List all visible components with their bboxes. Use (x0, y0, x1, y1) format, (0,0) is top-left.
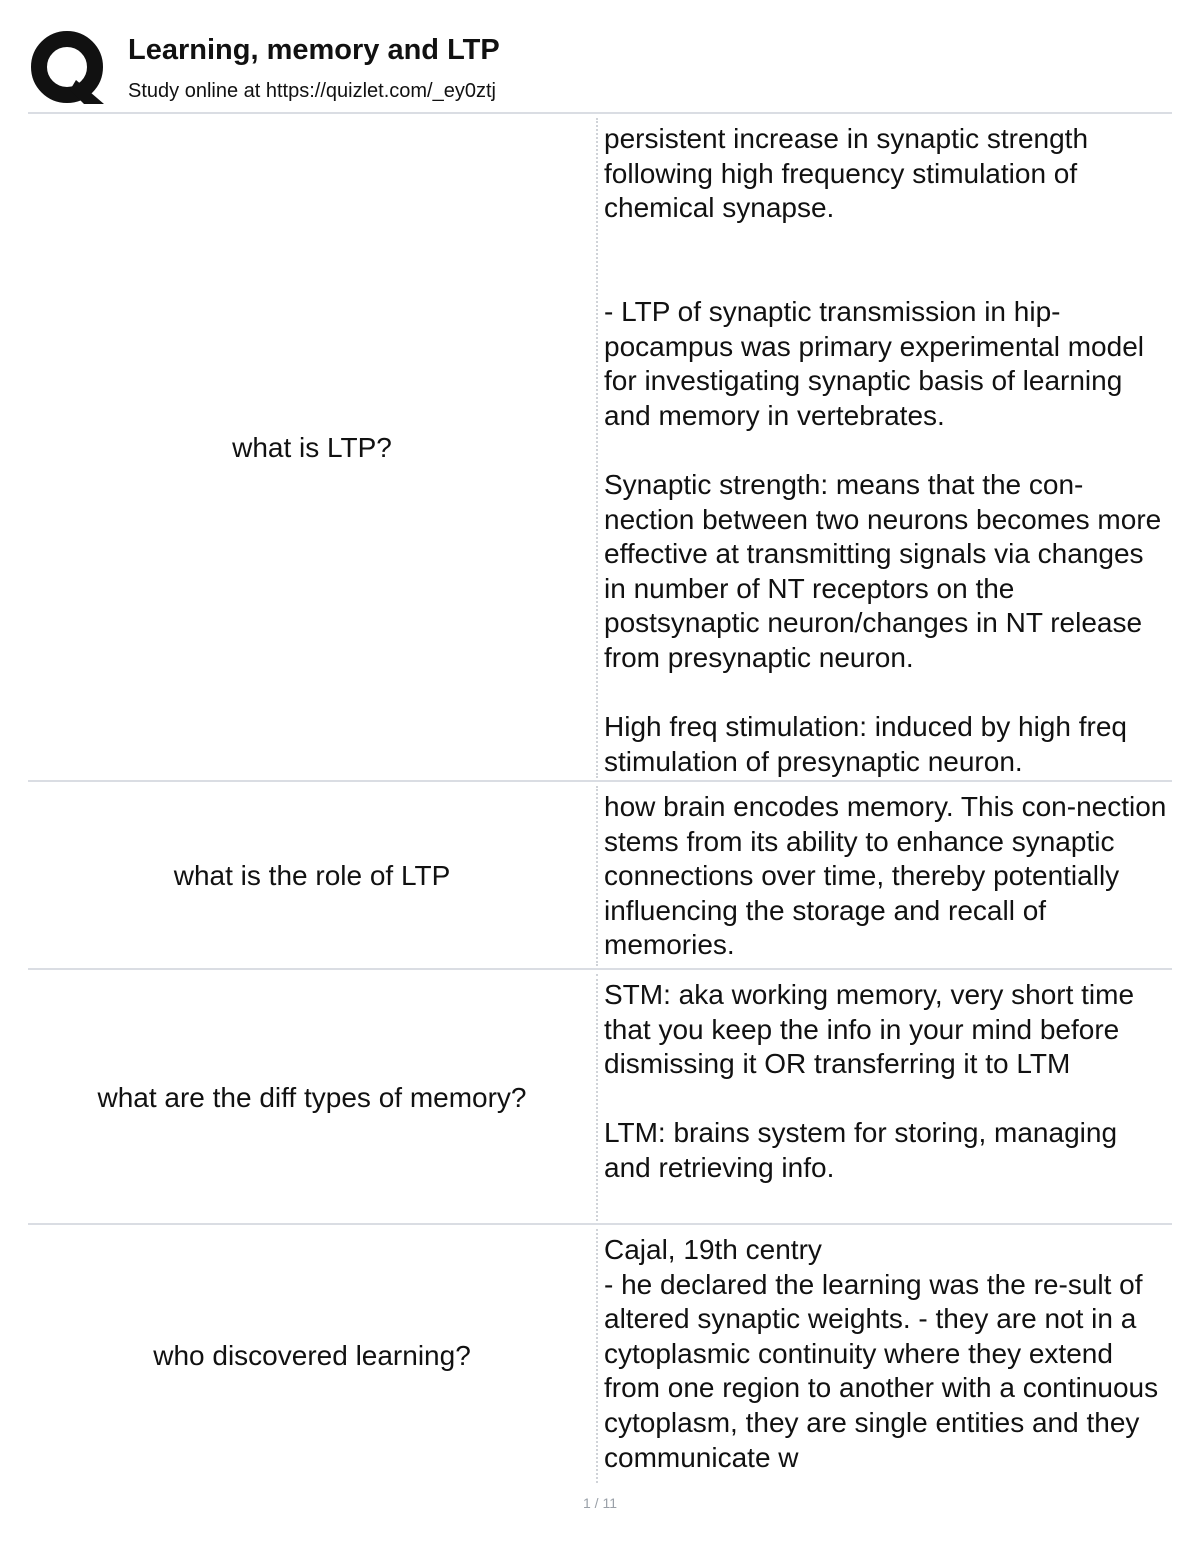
card-definition: how brain encodes memory. This con-nection stems from its ability to enhance synaptic connections over time, thereby potentially influencing the storage and recall of memories. (604, 791, 1167, 961)
card-definition: STM: aka working memory, very short time that you keep the info in your mind before dismissing it OR transferring it to LTM LTM: brains system for storing, managing and retrieving info. (604, 979, 1135, 1183)
column-divider (596, 786, 598, 966)
page-number: 1 / 11 (583, 1495, 617, 1511)
column-divider (596, 974, 598, 1221)
card-term: what is LTP? (232, 432, 392, 463)
document-title: Learning, memory and LTP (128, 34, 500, 66)
flashcard-row (28, 114, 1172, 782)
card-term: what are the diff types of memory? (97, 1081, 527, 1113)
column-divider (596, 118, 598, 778)
card-term: what is the role of LTP (173, 860, 451, 891)
page-header (30, 28, 1170, 108)
flashcard-row (28, 782, 1172, 970)
quizlet-logo-icon (30, 30, 106, 106)
card-term: who discovered learning? (153, 1340, 471, 1371)
card-definition: Cajal, 19th centry - he declared the learning was the re-sult of altered synaptic weights. - they are not in a cytoplasmic continuity where they extend from one region to another with a continuous cytoplasm, they are single entities and they communicate w (604, 1234, 1159, 1473)
study-online-link[interactable]: Study online at https://quizlet.com/_ey0ztj (128, 80, 496, 102)
column-divider (596, 1229, 598, 1483)
card-definition: persistent increase in synaptic strength following high frequency stimulation of chemical synapse. - LTP of synaptic transmission in hip-pocampus was primary experimental model for investigating synaptic basis of learning and memory in vertebrates. Synaptic strength: means that the con-nection between two neurons becomes more effective at transmitting signals via changes in number of NT receptors on the postsynaptic neuron/changes in NT release from presynaptic neuron. High freq stimulation: induced by high freq stimulation of presynaptic neuron. (604, 123, 1162, 777)
flashcard-row (28, 970, 1172, 1225)
flashcard-row (28, 1225, 1172, 1487)
